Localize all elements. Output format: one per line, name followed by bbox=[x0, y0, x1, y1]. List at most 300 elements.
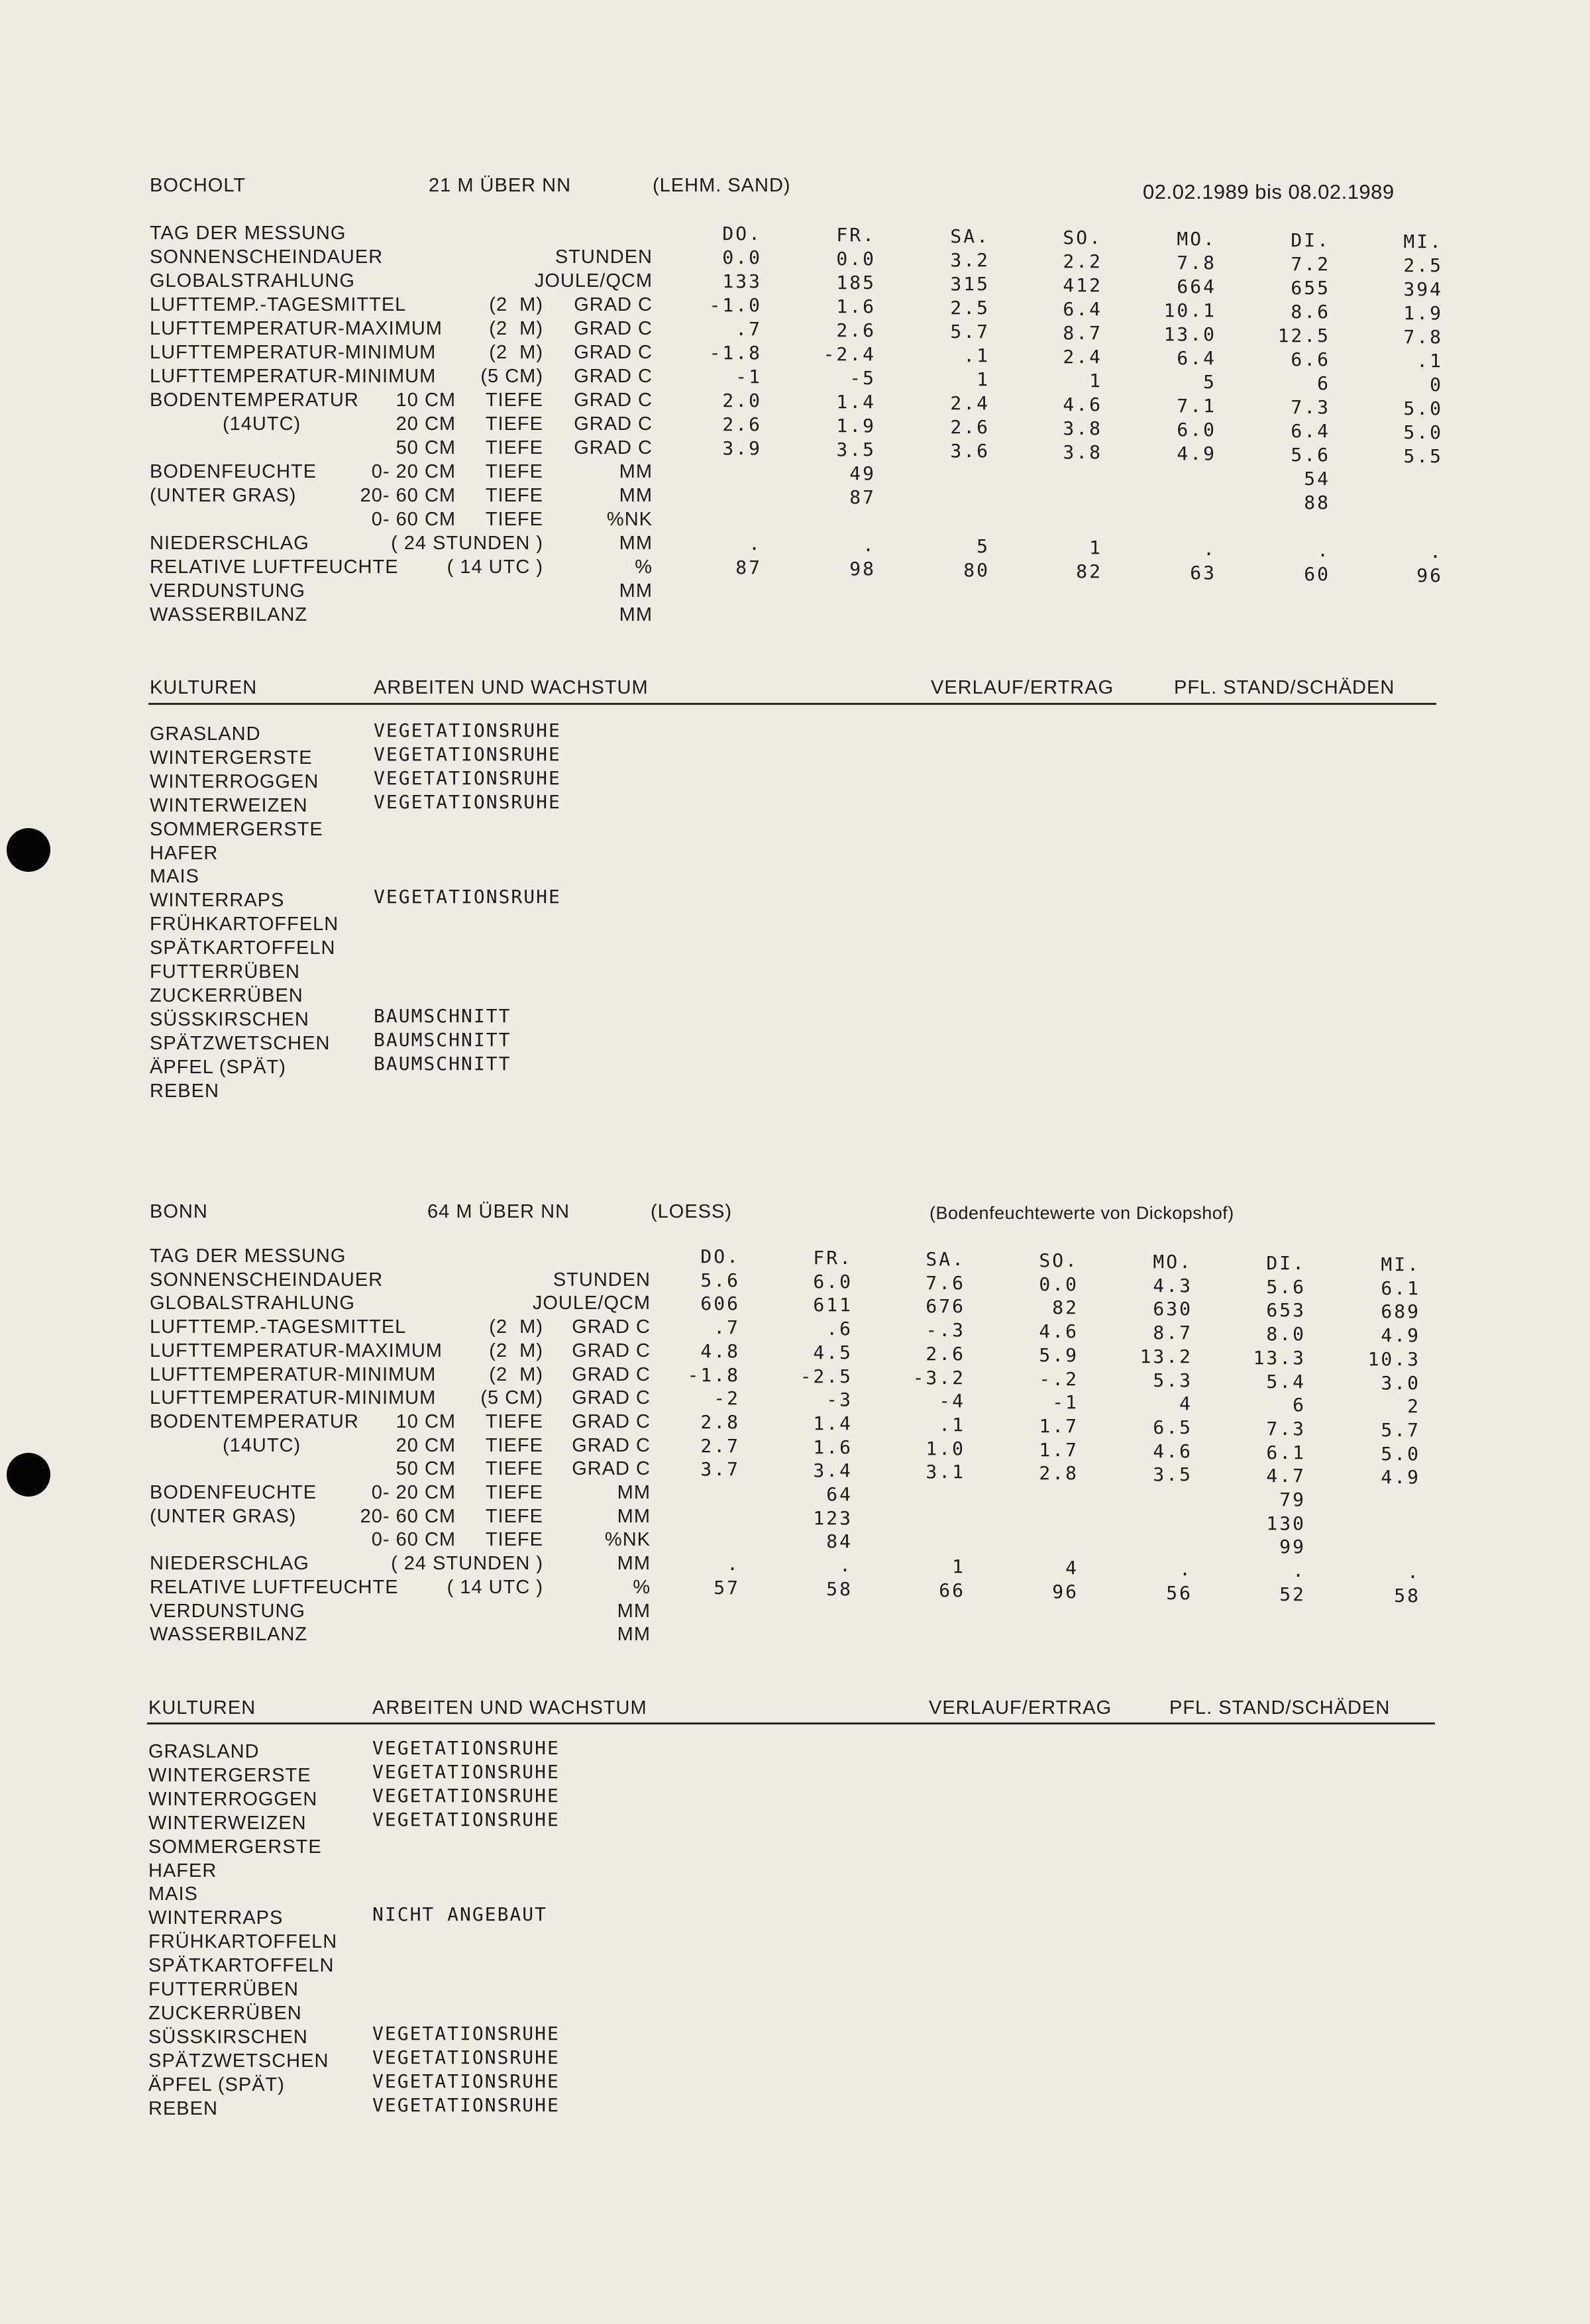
row-label: TAG DER MESSUNG bbox=[150, 1245, 346, 1267]
value-cell: 4 bbox=[1065, 1557, 1079, 1579]
punch-hole-lower bbox=[7, 1453, 50, 1497]
row-label: LUFTTEMPERATUR-MINIMUM bbox=[150, 342, 437, 363]
value-cell: 130 bbox=[1266, 1512, 1306, 1534]
value-cell: 412 bbox=[1063, 274, 1102, 296]
row-unit: MM bbox=[619, 580, 653, 602]
value-cell: 6 bbox=[1317, 372, 1330, 394]
crop-name: ZUCKERRÜBEN bbox=[148, 2002, 302, 2024]
value-cell: 6.1 bbox=[1266, 1441, 1306, 1463]
cultures-header-kulturen: KULTUREN bbox=[150, 677, 258, 698]
value-cell: 10.3 bbox=[1367, 1347, 1420, 1370]
value-cell: 98 bbox=[849, 558, 876, 580]
value-cell: . bbox=[839, 1554, 853, 1577]
station-height: 64 M ÜBER NN bbox=[427, 1201, 570, 1222]
value-cell: 1.7 bbox=[1039, 1438, 1079, 1461]
value-cell: 3.5 bbox=[1153, 1463, 1192, 1486]
crop-name: FUTTERRÜBEN bbox=[148, 1979, 299, 2000]
row-qualifier: 10 CM TIEFE bbox=[396, 1410, 543, 1432]
value-cell: 6.4 bbox=[1291, 420, 1330, 442]
row-unit: GRAD C bbox=[572, 1340, 651, 1361]
value-cell: . bbox=[727, 1553, 740, 1575]
row-unit: GRAD C bbox=[572, 1458, 651, 1480]
row-unit: MM bbox=[619, 485, 653, 506]
value-cell: 3.5 bbox=[836, 439, 876, 460]
value-cell: 3.1 bbox=[926, 1461, 965, 1483]
value-cell: MI. bbox=[1381, 1253, 1420, 1275]
station-name: BOCHOLT bbox=[150, 175, 246, 196]
value-cell: 1.7 bbox=[1039, 1414, 1079, 1437]
value-cell: -1.0 bbox=[709, 294, 762, 316]
row-qualifier: 0- 60 CM TIEFE bbox=[371, 509, 543, 530]
value-cell: 4.9 bbox=[1177, 443, 1216, 464]
value-cell: 5.0 bbox=[1403, 397, 1443, 419]
value-cell: 3.8 bbox=[1063, 417, 1102, 439]
cultures-header-verlauf: VERLAUF/ERTRAG bbox=[929, 1697, 1112, 1718]
value-cell: 2 bbox=[1407, 1395, 1420, 1418]
crop-name: MAIS bbox=[150, 866, 199, 888]
value-cell: 4.3 bbox=[1153, 1274, 1192, 1296]
value-cell: 0.0 bbox=[1039, 1273, 1079, 1295]
crop-name: FUTTERRÜBEN bbox=[150, 961, 300, 982]
value-cell: DO. bbox=[700, 1245, 740, 1267]
row-unit: GRAD C bbox=[574, 318, 653, 339]
crop-name: WINTERWEIZEN bbox=[148, 1812, 307, 1834]
value-cell: SO. bbox=[1063, 227, 1102, 248]
crop-name: WINTERGERSTE bbox=[150, 747, 313, 768]
cultures-header-pfl-stand: PFL. STAND/SCHÄDEN bbox=[1174, 677, 1395, 698]
crop-note: VEGETATIONSRUHE bbox=[372, 1784, 560, 1807]
crop-name: SOMMERGERSTE bbox=[150, 818, 323, 840]
value-cell: 1.6 bbox=[836, 295, 876, 317]
crop-note: VEGETATIONSRUHE bbox=[372, 2093, 560, 2116]
row-qualifier: 20 CM TIEFE bbox=[396, 413, 543, 435]
value-cell: -4 bbox=[939, 1390, 965, 1412]
crop-note: VEGETATIONSRUHE bbox=[372, 1760, 560, 1783]
value-cell: 2.4 bbox=[1063, 346, 1102, 368]
cultures-header-verlauf: VERLAUF/ERTRAG bbox=[931, 677, 1114, 698]
crop-name: SÜSSKIRSCHEN bbox=[148, 2026, 308, 2048]
row-label: SONNENSCHEINDAUER bbox=[150, 246, 384, 268]
value-cell: 1.9 bbox=[1403, 302, 1443, 324]
value-cell: -2 bbox=[714, 1387, 740, 1410]
row-label: LUFTTEMPERATUR-MINIMUM bbox=[150, 1387, 437, 1409]
row-label: NIEDERSCHLAG bbox=[150, 533, 309, 554]
crop-note: VEGETATIONSRUHE bbox=[374, 719, 561, 741]
row-qualifier: (2 M) bbox=[489, 342, 543, 363]
value-cell: 7.8 bbox=[1177, 252, 1216, 274]
row-unit: GRAD C bbox=[572, 1387, 651, 1409]
value-cell: 1.6 bbox=[813, 1436, 853, 1458]
cultures-header-rule bbox=[148, 703, 1436, 705]
row-unit: MM bbox=[617, 1600, 651, 1622]
row-unit: JOULE/QCM bbox=[534, 270, 653, 291]
value-cell: 64 bbox=[826, 1483, 853, 1505]
value-cell: 8.7 bbox=[1153, 1322, 1192, 1344]
value-cell: 2.8 bbox=[700, 1410, 740, 1433]
row-label: LUFTTEMPERATUR-MINIMUM bbox=[150, 366, 437, 387]
value-cell: 7.3 bbox=[1291, 396, 1330, 418]
soil-moisture-note: (Bodenfeuchtewerte von Dickopshof) bbox=[929, 1203, 1234, 1223]
value-cell: 2.5 bbox=[950, 297, 990, 319]
crop-name: GRASLAND bbox=[148, 1741, 260, 1762]
row-unit: JOULE/QCM bbox=[532, 1293, 651, 1314]
row-label: WASSERBILANZ bbox=[150, 604, 308, 625]
row-qualifier: 50 CM TIEFE bbox=[396, 1458, 543, 1480]
value-cell: 5.3 bbox=[1153, 1369, 1192, 1391]
value-cell: DO. bbox=[722, 223, 762, 244]
value-cell: 3.7 bbox=[700, 1458, 740, 1481]
value-cell: 8.6 bbox=[1291, 301, 1330, 323]
value-cell: 2.6 bbox=[950, 416, 990, 438]
row-unit: GRAD C bbox=[572, 1410, 651, 1432]
value-cell: 87 bbox=[849, 486, 876, 508]
value-cell: 2.6 bbox=[722, 413, 762, 435]
value-cell: -1 bbox=[735, 366, 762, 388]
value-cell: 60 bbox=[1304, 563, 1330, 585]
value-cell: 1.4 bbox=[813, 1412, 853, 1434]
crop-note: BAUMSCHNITT bbox=[374, 1004, 511, 1027]
value-cell: . bbox=[1317, 539, 1330, 561]
crop-note: BAUMSCHNITT bbox=[374, 1052, 511, 1075]
crop-name: SPÄTKARTOFFELN bbox=[148, 1955, 335, 1977]
row-label: LUFTTEMP.-TAGESMITTEL bbox=[150, 294, 407, 315]
value-cell: 611 bbox=[813, 1294, 853, 1316]
row-qualifier: (2 M) bbox=[489, 318, 543, 339]
value-cell: 630 bbox=[1153, 1298, 1192, 1320]
crop-name: REBEN bbox=[150, 1080, 219, 1102]
crop-note: NICHT ANGEBAUT bbox=[372, 1903, 548, 1926]
value-cell: -1 bbox=[1052, 1391, 1079, 1414]
value-cell: 54 bbox=[1304, 468, 1330, 490]
crop-name: MAIS bbox=[148, 1883, 198, 1905]
value-cell: 4.6 bbox=[1153, 1440, 1192, 1462]
row-unit: % bbox=[635, 556, 653, 578]
value-cell: 80 bbox=[963, 559, 990, 581]
value-cell: 4.6 bbox=[1039, 1320, 1079, 1343]
value-cell: -1.8 bbox=[709, 342, 762, 364]
row-qualifier: 0- 20 CM TIEFE bbox=[371, 461, 543, 482]
cultures-header-pfl-stand: PFL. STAND/SCHÄDEN bbox=[1169, 1697, 1391, 1718]
punch-hole-upper bbox=[7, 828, 50, 872]
value-cell: 664 bbox=[1177, 276, 1216, 297]
value-cell: 3.0 bbox=[1381, 1371, 1420, 1394]
row-unit: GRAD C bbox=[574, 366, 653, 387]
row-qualifier: (5 CM) bbox=[480, 1387, 543, 1409]
value-cell: 12.5 bbox=[1277, 325, 1330, 346]
cultures-header-arbeiten: ARBEITEN UND WACHSTUM bbox=[372, 1697, 647, 1718]
row-unit: GRAD C bbox=[574, 342, 653, 363]
value-cell: 56 bbox=[1166, 1581, 1192, 1604]
value-cell: .1 bbox=[939, 1413, 965, 1436]
value-cell: 8.7 bbox=[1063, 322, 1102, 344]
crop-name: WINTERROGGEN bbox=[148, 1788, 318, 1810]
crop-name: SÜSSKIRSCHEN bbox=[150, 1008, 309, 1030]
value-cell: 2.8 bbox=[1039, 1462, 1079, 1485]
row-label: RELATIVE LUFTFEUCHTE bbox=[150, 1576, 399, 1598]
row-label: RELATIVE LUFTFEUCHTE bbox=[150, 556, 399, 578]
value-cell: 96 bbox=[1052, 1580, 1079, 1603]
value-cell: 2.0 bbox=[722, 390, 762, 411]
value-cell: 6 bbox=[1293, 1394, 1306, 1416]
row-unit: MM bbox=[617, 1482, 651, 1503]
value-cell: 1.0 bbox=[926, 1437, 965, 1459]
value-cell: 10.1 bbox=[1163, 299, 1216, 321]
value-cell: 6.4 bbox=[1063, 298, 1102, 320]
crop-name: ZUCKERRÜBEN bbox=[150, 984, 303, 1006]
crop-name: WINTERRAPS bbox=[150, 890, 285, 912]
row-qualifier: 20- 60 CM TIEFE bbox=[360, 1505, 543, 1527]
row-label: GLOBALSTRAHLUNG bbox=[150, 270, 355, 291]
value-cell: 4.8 bbox=[700, 1340, 740, 1362]
value-cell: 3.9 bbox=[722, 437, 762, 459]
value-cell: MO. bbox=[1177, 228, 1216, 250]
row-label: (UNTER GRAS) bbox=[150, 485, 297, 506]
value-cell: 6.4 bbox=[1177, 347, 1216, 369]
value-cell: .6 bbox=[826, 1318, 853, 1340]
cultures-header-kulturen: KULTUREN bbox=[148, 1697, 256, 1718]
crop-name: SPÄTZWETSCHEN bbox=[148, 2050, 329, 2072]
value-cell: 1.4 bbox=[836, 391, 876, 413]
crop-name: GRASLAND bbox=[150, 723, 261, 745]
row-unit: STUNDEN bbox=[555, 246, 653, 268]
value-cell: 4.9 bbox=[1381, 1466, 1420, 1489]
value-cell: 5.0 bbox=[1403, 421, 1443, 443]
row-label: GLOBALSTRAHLUNG bbox=[150, 1293, 355, 1314]
value-cell: 689 bbox=[1381, 1300, 1420, 1323]
value-cell: 606 bbox=[700, 1293, 740, 1315]
value-cell: 6.0 bbox=[813, 1270, 853, 1293]
value-cell: -2.4 bbox=[823, 343, 876, 365]
row-label: BODENTEMPERATUR bbox=[150, 390, 359, 411]
value-cell: 63 bbox=[1190, 562, 1216, 584]
row-qualifier: ( 14 UTC ) bbox=[447, 1576, 543, 1598]
value-cell: 88 bbox=[1304, 492, 1330, 513]
value-cell: . bbox=[1430, 541, 1443, 562]
value-cell: 2.6 bbox=[926, 1342, 965, 1365]
value-cell: SO. bbox=[1039, 1249, 1079, 1271]
row-qualifier: 20- 60 CM TIEFE bbox=[360, 485, 543, 506]
value-cell: 315 bbox=[950, 273, 990, 295]
value-cell: 66 bbox=[939, 1579, 965, 1601]
value-cell: 5 bbox=[977, 535, 990, 557]
value-cell: 58 bbox=[1394, 1584, 1420, 1607]
row-qualifier: ( 14 UTC ) bbox=[447, 556, 543, 578]
value-cell: . bbox=[1293, 1559, 1306, 1582]
value-cell: . bbox=[863, 534, 876, 556]
row-label: WASSERBILANZ bbox=[150, 1624, 308, 1646]
row-label: (14UTC) bbox=[223, 413, 301, 435]
crop-note: VEGETATIONSRUHE bbox=[372, 2046, 560, 2068]
crop-name: FRÜHKARTOFFELN bbox=[150, 914, 339, 935]
value-cell: -2.5 bbox=[800, 1365, 853, 1387]
row-unit: %NK bbox=[606, 509, 653, 530]
row-label: NIEDERSCHLAG bbox=[150, 1553, 309, 1575]
date-range: 02.02.1989 bis 08.02.1989 bbox=[1143, 180, 1395, 203]
value-cell: -1.8 bbox=[687, 1363, 740, 1386]
row-unit: MM bbox=[619, 604, 653, 625]
value-cell: -3 bbox=[826, 1389, 853, 1411]
row-qualifier: (2 M) bbox=[489, 1340, 543, 1361]
value-cell: 6.0 bbox=[1177, 419, 1216, 441]
value-cell: .1 bbox=[963, 344, 990, 366]
value-cell: 6.1 bbox=[1381, 1277, 1420, 1299]
value-cell: 57 bbox=[714, 1576, 740, 1599]
value-cell: 5.7 bbox=[1381, 1418, 1420, 1441]
row-qualifier: 0- 20 CM TIEFE bbox=[371, 1482, 543, 1503]
value-cell: 87 bbox=[735, 556, 762, 578]
value-cell: 2.2 bbox=[1063, 250, 1102, 272]
value-cell: 13.0 bbox=[1163, 323, 1216, 345]
value-cell: 655 bbox=[1291, 277, 1330, 299]
value-cell: 4.5 bbox=[813, 1341, 853, 1363]
value-cell: 7.6 bbox=[926, 1271, 965, 1294]
value-cell: 4.9 bbox=[1381, 1324, 1420, 1347]
row-unit: GRAD C bbox=[574, 413, 653, 435]
row-unit: MM bbox=[617, 1505, 651, 1527]
row-unit: MM bbox=[617, 1624, 651, 1646]
row-label: BODENTEMPERATUR bbox=[150, 1410, 359, 1432]
value-cell: 6.6 bbox=[1291, 348, 1330, 370]
crop-name: HAFER bbox=[148, 1860, 217, 1881]
row-label: (14UTC) bbox=[223, 1434, 301, 1456]
value-cell: 13.3 bbox=[1253, 1346, 1306, 1369]
crop-name: SOMMERGERSTE bbox=[148, 1836, 322, 1858]
row-label: (UNTER GRAS) bbox=[150, 1505, 297, 1527]
station-height: 21 M ÜBER NN bbox=[429, 175, 572, 196]
row-unit: % bbox=[633, 1576, 651, 1598]
crop-name: HAFER bbox=[150, 842, 219, 864]
value-cell: 1.9 bbox=[836, 415, 876, 437]
value-cell: 5.5 bbox=[1403, 445, 1443, 467]
crop-name: SPÄTKARTOFFELN bbox=[150, 937, 336, 959]
crop-name: SPÄTZWETSCHEN bbox=[150, 1032, 331, 1054]
value-cell: 99 bbox=[1279, 1536, 1306, 1558]
value-cell: 3.4 bbox=[813, 1459, 853, 1482]
row-label: VERDUNSTUNG bbox=[150, 1600, 305, 1622]
value-cell: -.2 bbox=[1039, 1367, 1079, 1390]
value-cell: 0.0 bbox=[722, 246, 762, 268]
value-cell: 185 bbox=[836, 272, 876, 293]
crop-name: WINTERGERSTE bbox=[148, 1764, 311, 1786]
value-cell: DI. bbox=[1266, 1252, 1306, 1274]
crop-note: VEGETATIONSRUHE bbox=[372, 2070, 560, 2092]
crop-name: WINTERROGGEN bbox=[150, 770, 319, 792]
crop-note: VEGETATIONSRUHE bbox=[372, 1737, 560, 1759]
value-cell: 3.6 bbox=[950, 440, 990, 462]
crop-name: WINTERRAPS bbox=[148, 1907, 284, 1929]
row-label: BODENFEUCHTE bbox=[150, 461, 317, 482]
value-cell: -3.2 bbox=[912, 1366, 965, 1389]
cultures-header-rule bbox=[147, 1722, 1435, 1724]
value-cell: SA. bbox=[950, 225, 990, 247]
value-cell: 3.8 bbox=[1063, 441, 1102, 463]
crop-note: VEGETATIONSRUHE bbox=[374, 743, 561, 765]
value-cell: 3.2 bbox=[950, 249, 990, 271]
crop-note: VEGETATIONSRUHE bbox=[374, 790, 561, 813]
value-cell: 79 bbox=[1279, 1489, 1306, 1510]
row-qualifier: (5 CM) bbox=[480, 366, 543, 387]
value-cell: . bbox=[1179, 1558, 1192, 1581]
value-cell: . bbox=[1407, 1561, 1420, 1583]
row-qualifier: 50 CM TIEFE bbox=[396, 437, 543, 458]
row-qualifier: ( 24 STUNDEN ) bbox=[391, 1553, 543, 1575]
value-cell: SA. bbox=[926, 1248, 965, 1270]
value-cell: 52 bbox=[1279, 1583, 1306, 1605]
row-qualifier: (2 M) bbox=[489, 1363, 543, 1385]
value-cell: 1 bbox=[1089, 537, 1102, 558]
value-cell: 58 bbox=[826, 1577, 853, 1600]
value-cell: 1 bbox=[1089, 370, 1102, 392]
row-unit: GRAD C bbox=[574, 437, 653, 458]
value-cell: FR. bbox=[813, 1247, 853, 1269]
value-cell: 2.5 bbox=[1403, 254, 1443, 276]
value-cell: 4 bbox=[1179, 1393, 1192, 1415]
row-label: SONNENSCHEINDAUER bbox=[150, 1269, 384, 1291]
soil-type: (LOESS) bbox=[651, 1201, 733, 1222]
value-cell: -.3 bbox=[926, 1319, 965, 1342]
value-cell: 133 bbox=[722, 270, 762, 292]
crop-note: BAUMSCHNITT bbox=[374, 1028, 511, 1051]
value-cell: 0 bbox=[1430, 374, 1443, 396]
value-cell: 13.2 bbox=[1140, 1345, 1192, 1367]
row-qualifier: 20 CM TIEFE bbox=[396, 1434, 543, 1456]
value-cell: 8.0 bbox=[1266, 1323, 1306, 1346]
value-cell: 0.0 bbox=[836, 248, 876, 270]
row-qualifier: ( 24 STUNDEN ) bbox=[391, 533, 543, 554]
row-unit: GRAD C bbox=[572, 1363, 651, 1385]
value-cell: MO. bbox=[1153, 1251, 1192, 1273]
value-cell: 5.0 bbox=[1381, 1442, 1420, 1465]
value-cell: 7.8 bbox=[1403, 326, 1443, 348]
value-cell: 6.5 bbox=[1153, 1416, 1192, 1438]
value-cell: .7 bbox=[735, 318, 762, 340]
value-cell: 4.7 bbox=[1266, 1465, 1306, 1487]
crop-name: WINTERWEIZEN bbox=[150, 794, 308, 816]
value-cell: 5.7 bbox=[950, 321, 990, 343]
row-label: LUFTTEMPERATUR-MAXIMUM bbox=[150, 1340, 443, 1361]
crop-name: ÄPFEL (SPÄT) bbox=[148, 2074, 285, 2095]
row-qualifier: 10 CM TIEFE bbox=[396, 390, 543, 411]
value-cell: 2.7 bbox=[700, 1434, 740, 1457]
value-cell: . bbox=[1203, 538, 1216, 560]
crop-note: VEGETATIONSRUHE bbox=[374, 766, 561, 789]
row-label: LUFTTEMP.-TAGESMITTEL bbox=[150, 1316, 407, 1338]
row-unit: MM bbox=[619, 533, 653, 554]
value-cell: 84 bbox=[826, 1530, 853, 1553]
value-cell: 676 bbox=[926, 1295, 965, 1318]
row-label: LUFTTEMPERATUR-MAXIMUM bbox=[150, 318, 443, 339]
value-cell: 5.9 bbox=[1039, 1344, 1079, 1366]
value-cell: 7.1 bbox=[1177, 395, 1216, 417]
crop-name: FRÜHKARTOFFELN bbox=[148, 1931, 338, 1953]
crop-note: VEGETATIONSRUHE bbox=[372, 1808, 560, 1830]
value-cell: 49 bbox=[849, 462, 876, 484]
row-unit: GRAD C bbox=[572, 1316, 651, 1338]
value-cell: 2.6 bbox=[836, 319, 876, 341]
value-cell: 5.6 bbox=[700, 1269, 740, 1291]
value-cell: 7.2 bbox=[1291, 253, 1330, 275]
station-name: BONN bbox=[150, 1201, 208, 1222]
value-cell: 5.6 bbox=[1291, 444, 1330, 466]
row-qualifier: (2 M) bbox=[489, 1316, 543, 1338]
value-cell: .1 bbox=[1416, 350, 1443, 372]
row-unit: %NK bbox=[604, 1529, 651, 1551]
row-unit: GRAD C bbox=[574, 294, 653, 315]
value-cell: 96 bbox=[1416, 564, 1443, 586]
cultures-header-arbeiten: ARBEITEN UND WACHSTUM bbox=[374, 677, 649, 698]
crop-note: VEGETATIONSRUHE bbox=[372, 2022, 560, 2044]
value-cell: 2.4 bbox=[950, 392, 990, 414]
